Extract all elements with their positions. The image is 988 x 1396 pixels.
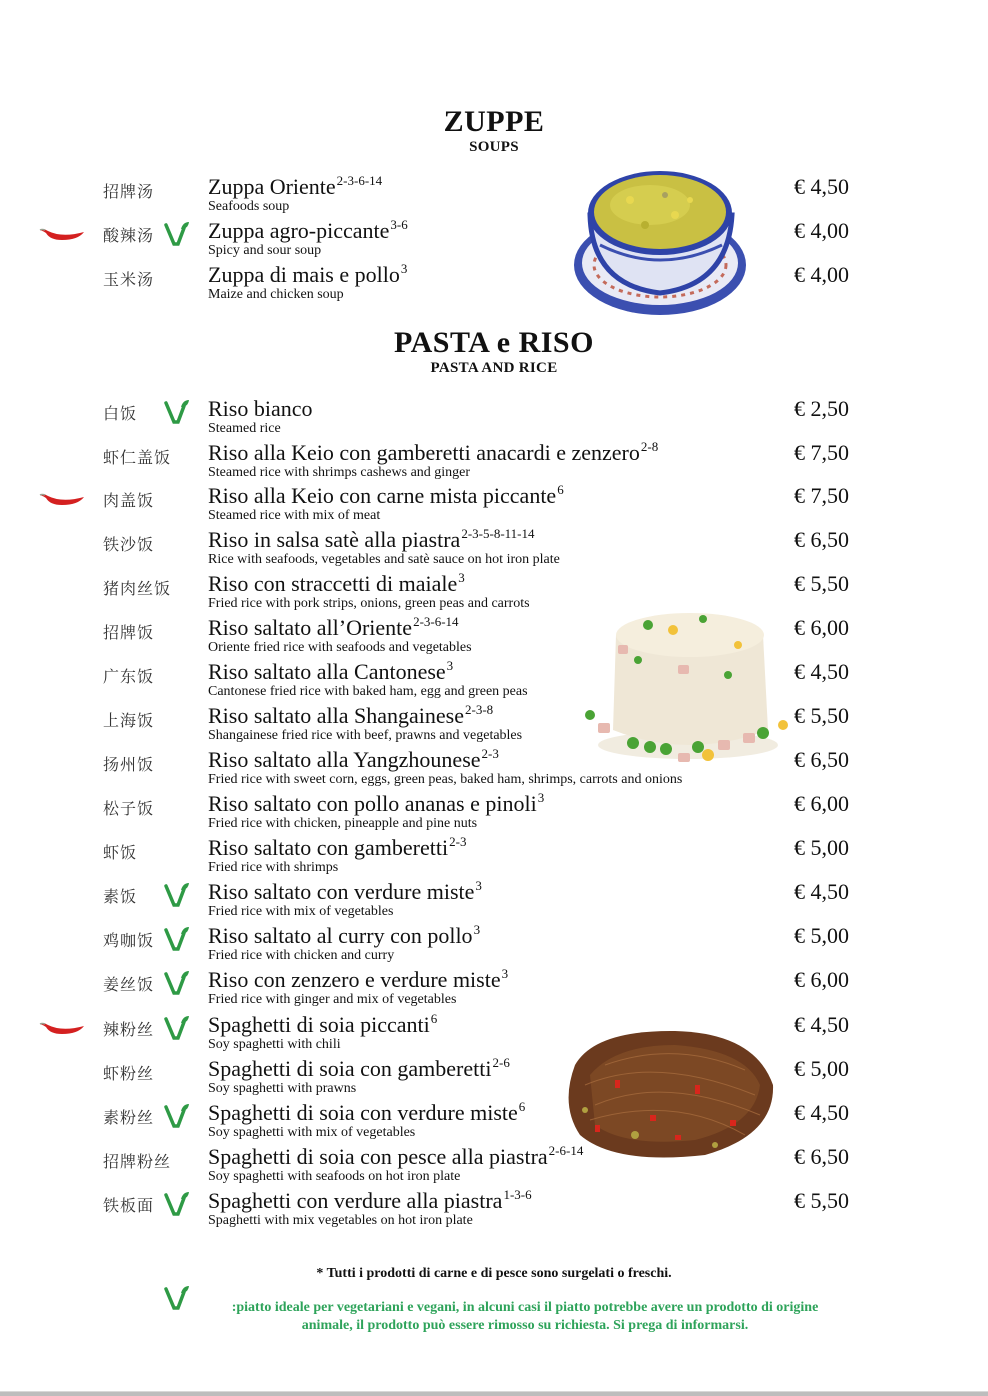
item-price: € 6,50 bbox=[794, 747, 849, 772]
chinese-name: 酸辣汤 bbox=[103, 226, 155, 245]
allergen-codes: 1-3-6 bbox=[503, 1187, 532, 1202]
item-name: Zuppa di mais e pollo$^3$ bbox=[208, 261, 408, 287]
allergen-codes: 2-6 bbox=[492, 1055, 510, 1070]
item-description: Soy spaghetti with prawns bbox=[208, 1081, 357, 1096]
menu-item bbox=[0, 396, 988, 440]
item-name: Riso saltato alla Shangainese$^{2-3-8}$ bbox=[208, 702, 494, 728]
menu-item bbox=[0, 1100, 988, 1144]
section-subtitle: PASTA AND RICE bbox=[430, 360, 558, 376]
item-price: € 7,50 bbox=[794, 440, 849, 465]
item-name: Riso saltato con gamberetti$^{2-3}$ bbox=[208, 834, 467, 860]
item-price: € 4,00 bbox=[794, 262, 849, 287]
allergen-codes: 2-3-8 bbox=[465, 702, 494, 717]
veg-note-line-1: :piatto ideale per vegetariani e vegani, in alcuni casi il piatto potrebbe avere un prodotto di origine bbox=[231, 1300, 819, 1315]
vegetarian-leaf-icon bbox=[163, 969, 189, 995]
menu-item bbox=[0, 1012, 988, 1056]
allergen-codes: 2-3-6-14 bbox=[336, 173, 383, 188]
menu-item bbox=[0, 571, 988, 615]
chinese-name: 素饭 bbox=[103, 887, 138, 906]
vegetarian-leaf-icon bbox=[163, 881, 189, 907]
item-price: € 2,50 bbox=[794, 396, 849, 421]
menu-item bbox=[0, 703, 988, 747]
section-subtitle: SOUPS bbox=[469, 139, 519, 155]
menu-item bbox=[0, 879, 988, 923]
item-price: € 4,00 bbox=[794, 218, 849, 243]
item-price: € 6,00 bbox=[794, 967, 849, 992]
chinese-name: 上海饭 bbox=[103, 711, 155, 730]
chili-pepper-icon bbox=[38, 1020, 86, 1036]
item-description: Rice with seafoods, vegetables and satè sauce on hot iron plate bbox=[208, 552, 560, 567]
item-price: € 6,00 bbox=[794, 615, 849, 640]
allergen-codes: 6 bbox=[518, 1099, 526, 1114]
item-name: Riso alla Keio con carne mista piccante$^6$ bbox=[208, 482, 564, 508]
chili-pepper-icon bbox=[38, 491, 86, 507]
vegetarian-leaf-icon bbox=[163, 220, 189, 246]
menu-item bbox=[0, 1144, 988, 1188]
item-description: Fried rice with chicken and curry bbox=[208, 948, 395, 963]
allergen-codes: 2-3 bbox=[481, 746, 499, 761]
allergen-codes: 3 bbox=[400, 261, 408, 276]
menu-item bbox=[0, 218, 988, 262]
item-name: Riso saltato al curry con pollo$^3$ bbox=[208, 922, 481, 948]
allergen-codes: 2-6-14 bbox=[548, 1143, 584, 1158]
item-name: Spaghetti con verdure alla piastra$^{1-3-6}$ bbox=[208, 1187, 532, 1213]
chinese-name: 广东饭 bbox=[103, 667, 155, 686]
item-description: Seafoods soup bbox=[208, 199, 290, 214]
item-price: € 7,50 bbox=[794, 483, 849, 508]
chinese-name: 辣粉丝 bbox=[103, 1020, 155, 1039]
menu-item bbox=[0, 615, 988, 659]
menu-item bbox=[0, 527, 988, 571]
allergen-codes: 3 bbox=[475, 878, 482, 893]
item-name: Spaghetti di soia con gamberetti$^{2-6}$ bbox=[208, 1055, 510, 1081]
vegetarian-leaf-icon bbox=[163, 925, 189, 951]
allergen-codes: 3 bbox=[473, 922, 481, 937]
chinese-name: 虾饭 bbox=[103, 843, 138, 862]
allergen-codes: 3 bbox=[501, 966, 509, 981]
item-price: € 4,50 bbox=[794, 659, 849, 684]
item-price: € 5,00 bbox=[794, 1056, 849, 1081]
item-description: Oriente fried rice with seafoods and vegetables bbox=[208, 640, 472, 655]
allergen-codes: 2-3-5-8-11-14 bbox=[461, 526, 535, 541]
menu-item bbox=[0, 747, 988, 791]
item-description: Fried rice with pork strips, onions, green peas and carrots bbox=[208, 596, 530, 611]
chinese-name: 铁板面 bbox=[103, 1196, 155, 1215]
item-description: Fried rice with mix of vegetables bbox=[208, 904, 394, 919]
chinese-name: 虾粉丝 bbox=[103, 1064, 155, 1083]
vegetarian-leaf-icon bbox=[163, 398, 189, 424]
item-price: € 4,50 bbox=[794, 1100, 849, 1125]
chinese-name: 鸡咖饭 bbox=[103, 931, 155, 950]
item-description: Fried rice with shrimps bbox=[208, 860, 339, 875]
item-price: € 5,50 bbox=[794, 703, 849, 728]
section-title: PASTA e RISO bbox=[394, 326, 594, 359]
item-name: Spaghetti di soia con pesce alla piastra$^{2-6-14}$ bbox=[208, 1143, 584, 1169]
item-name: Spaghetti di soia con verdure miste$^6$ bbox=[208, 1099, 526, 1125]
chinese-name: 肉盖饭 bbox=[103, 491, 155, 510]
item-name: Spaghetti di soia piccanti$^6$ bbox=[208, 1011, 438, 1037]
item-description: Fried rice with sweet corn, eggs, green peas, baked ham, shrimps, carrots and onions bbox=[208, 772, 683, 787]
chinese-name: 猪肉丝饭 bbox=[103, 579, 172, 598]
vegetarian-leaf-icon bbox=[163, 1102, 189, 1128]
vegetarian-leaf-icon bbox=[163, 1190, 189, 1216]
item-name: Zuppa agro-piccante$^{3-6}$ bbox=[208, 217, 408, 243]
allergen-codes: 6 bbox=[557, 482, 564, 497]
veg-note-line-2: animale, il prodotto può essere rimosso su richiesta. Si prega di informarsi. bbox=[301, 1318, 749, 1333]
item-price: € 5,50 bbox=[794, 1188, 849, 1213]
chinese-name: 招牌汤 bbox=[103, 182, 155, 201]
vegetarian-leaf-icon bbox=[163, 1014, 189, 1040]
item-price: € 6,00 bbox=[794, 791, 849, 816]
item-price: € 5,00 bbox=[794, 923, 849, 948]
item-price: € 4,50 bbox=[794, 1012, 849, 1037]
chinese-name: 扬州饭 bbox=[103, 755, 155, 774]
item-name: Riso con straccetti di maiale$^3$ bbox=[208, 570, 465, 596]
menu-item bbox=[0, 440, 988, 484]
chinese-name: 招牌粉丝 bbox=[103, 1152, 172, 1171]
item-description: Steamed rice bbox=[208, 421, 281, 436]
item-price: € 4,50 bbox=[794, 174, 849, 199]
frozen-products-note: * Tutti i prodotti di carne e di pesce sono surgelati o freschi. bbox=[316, 1266, 672, 1281]
item-description: Shangainese fried rice with beef, prawns and vegetables bbox=[208, 728, 523, 743]
allergen-codes: 3-6 bbox=[390, 217, 408, 232]
item-price: € 6,50 bbox=[794, 527, 849, 552]
item-price: € 5,50 bbox=[794, 571, 849, 596]
allergen-codes: 3 bbox=[537, 790, 545, 805]
chinese-name: 招牌饭 bbox=[103, 623, 155, 642]
menu-item bbox=[0, 967, 988, 1011]
menu-item bbox=[0, 923, 988, 967]
item-name: Zuppa Oriente$^{2-3-6-14}$ bbox=[208, 173, 383, 199]
item-description: Fried rice with chicken, pineapple and pine nuts bbox=[208, 816, 478, 831]
allergen-codes: 2-8 bbox=[640, 439, 659, 454]
menu-item bbox=[0, 483, 988, 527]
item-name: Riso saltato con verdure miste$^3$ bbox=[208, 878, 482, 904]
menu-item bbox=[0, 659, 988, 703]
item-description: Soy spaghetti with seafoods on hot iron plate bbox=[208, 1169, 461, 1184]
chinese-name: 白饭 bbox=[103, 404, 138, 423]
item-description: Spicy and sour soup bbox=[208, 243, 322, 258]
item-description: Soy spaghetti with mix of vegetables bbox=[208, 1125, 416, 1140]
item-name: Riso saltato all’Oriente$^{2-3-6-14}$ bbox=[208, 614, 459, 640]
item-price: € 6,50 bbox=[794, 1144, 849, 1169]
item-description: Spaghetti with mix vegetables on hot iron plate bbox=[208, 1213, 473, 1228]
section-title: ZUPPE bbox=[443, 105, 545, 138]
vegetarian-legend-note bbox=[150, 1299, 900, 1335]
item-description: Fried rice with ginger and mix of vegetables bbox=[208, 992, 457, 1007]
menu-item bbox=[0, 1056, 988, 1100]
chinese-name: 虾仁盖饭 bbox=[103, 448, 172, 467]
chinese-name: 铁沙饭 bbox=[103, 535, 155, 554]
allergen-codes: 2-3 bbox=[449, 834, 467, 849]
allergen-codes: 3 bbox=[458, 570, 465, 585]
page-bottom-border bbox=[0, 1391, 988, 1396]
item-price: € 4,50 bbox=[794, 879, 849, 904]
item-name: Riso in salsa satè alla piastra$^{2-3-5-8-11-14}$ bbox=[208, 526, 535, 552]
soups-heading bbox=[0, 106, 988, 156]
chinese-name: 玉米汤 bbox=[103, 270, 155, 289]
menu-item bbox=[0, 174, 988, 218]
allergen-codes: 2-3-6-14 bbox=[413, 614, 459, 629]
item-name: Riso con zenzero e verdure miste$^3$ bbox=[208, 966, 509, 992]
menu-item bbox=[0, 262, 988, 306]
item-name: Riso bianco bbox=[208, 396, 313, 421]
item-description: Soy spaghetti with chili bbox=[208, 1037, 341, 1052]
menu-item bbox=[0, 835, 988, 879]
chinese-name: 素粉丝 bbox=[103, 1108, 155, 1127]
item-name: Riso saltato alla Yangzhounese$^{2-3}$ bbox=[208, 746, 499, 772]
item-name: Riso saltato alla Cantonese$^3$ bbox=[208, 658, 454, 684]
item-description: Cantonese fried rice with baked ham, egg and green peas bbox=[208, 684, 528, 699]
chinese-name: 姜丝饭 bbox=[103, 975, 155, 994]
menu-item bbox=[0, 1188, 988, 1232]
menu-item bbox=[0, 791, 988, 835]
item-description: Steamed rice with mix of meat bbox=[208, 508, 381, 523]
allergen-codes: 3 bbox=[446, 658, 454, 673]
chinese-name: 松子饭 bbox=[103, 799, 155, 818]
item-name: Riso alla Keio con gamberetti anacardi e zenzero$^{2-8}$ bbox=[208, 439, 659, 465]
item-name: Riso saltato con pollo ananas e pinoli$^3$ bbox=[208, 790, 545, 816]
allergen-codes: 6 bbox=[430, 1011, 438, 1026]
item-description: Steamed rice with shrimps cashews and ginger bbox=[208, 465, 471, 480]
chili-pepper-icon bbox=[38, 226, 86, 242]
item-description: Maize and chicken soup bbox=[208, 287, 344, 302]
item-price: € 5,00 bbox=[794, 835, 849, 860]
pasta-rice-heading bbox=[0, 327, 988, 377]
